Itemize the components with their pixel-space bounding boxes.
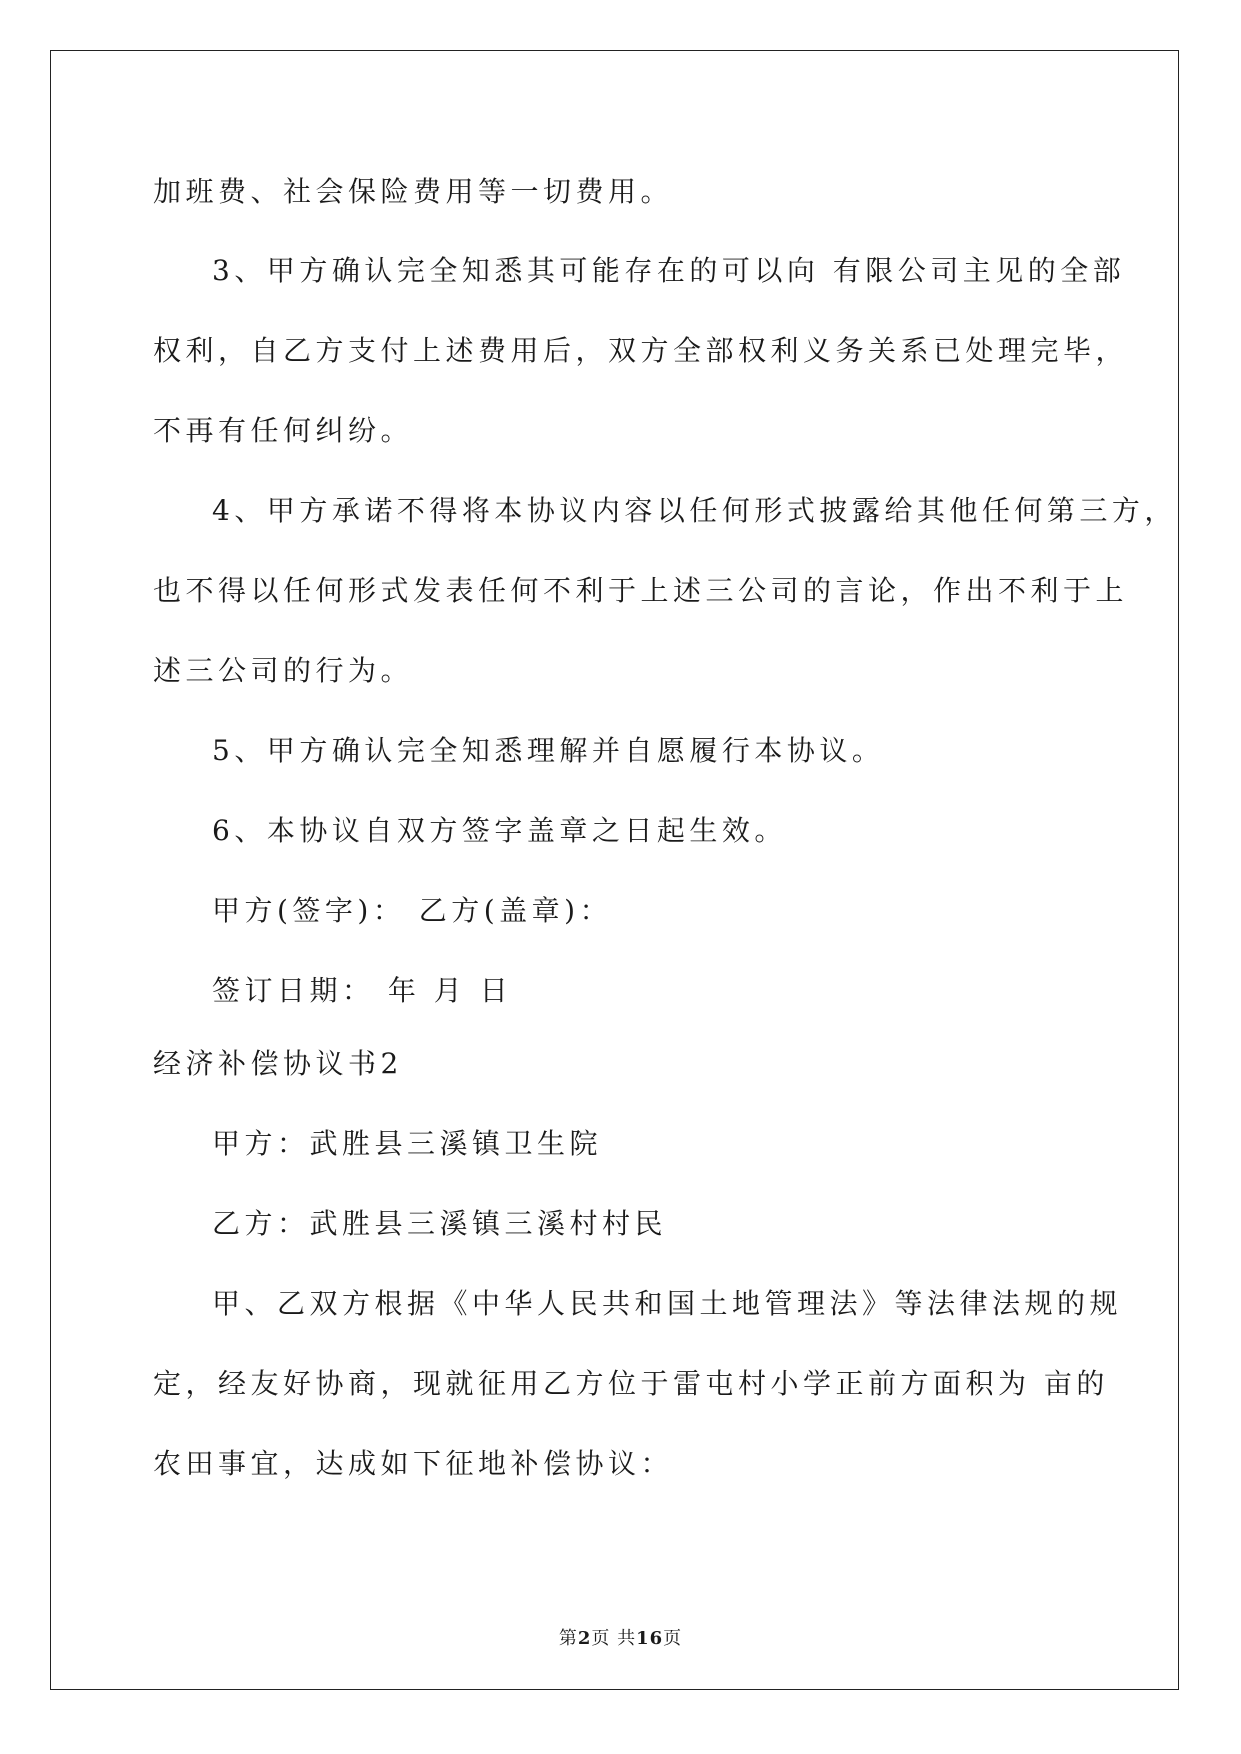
page-footer xyxy=(0,1624,1241,1650)
total-page-count: 16 xyxy=(636,1628,664,1649)
current-page-number: 2 xyxy=(577,1628,592,1649)
text-line: 也不得以任何形式发表任何不利于上述三公司的言论，作出不利于上 xyxy=(153,574,1129,607)
text-line: 5、甲方确认完全知悉理解并自愿履行本协议。 xyxy=(212,734,885,767)
date-line: 签订日期： 年 月 日 xyxy=(212,974,513,1007)
text-line: 甲、乙双方根据《中华人民共和国土地管理法》等法律法规的规 xyxy=(212,1287,1123,1320)
text-line: 定，经友好协商，现就征用乙方位于雷屯村小学正前方面积为 亩的 xyxy=(153,1367,1109,1400)
party-b-line: 乙方：武胜县三溪镇三溪村村民 xyxy=(212,1207,668,1240)
text-line: 农田事宜，达成如下征地补偿协议： xyxy=(153,1447,674,1480)
party-a-line: 甲方：武胜县三溪镇卫生院 xyxy=(212,1127,603,1160)
page-border xyxy=(50,50,1179,1690)
footer-suffix: 页 xyxy=(663,1628,683,1649)
signature-line: 甲方(签字)： 乙方(盖章)： xyxy=(212,894,613,927)
text-line: 加班费、社会保险费用等一切费用。 xyxy=(153,175,674,208)
text-line: 权利，自乙方支付上述费用后，双方全部权利义务关系已处理完毕， xyxy=(153,334,1129,367)
text-line: 述三公司的行为。 xyxy=(153,654,414,687)
text-line: 3、甲方确认完全知悉其可能存在的可以向 有限公司主见的全部 xyxy=(212,254,1126,287)
text-line: 4、甲方承诺不得将本协议内容以任何形式披露给其他任何第三方， xyxy=(212,494,1177,527)
footer-prefix: 第 xyxy=(558,1628,578,1649)
text-line: 不再有任何纠纷。 xyxy=(153,414,414,447)
text-line: 6、本协议自双方签字盖章之日起生效。 xyxy=(212,814,787,847)
section-title: 经济补偿协议书2 xyxy=(153,1047,403,1080)
footer-mid: 页 共 xyxy=(591,1628,637,1649)
